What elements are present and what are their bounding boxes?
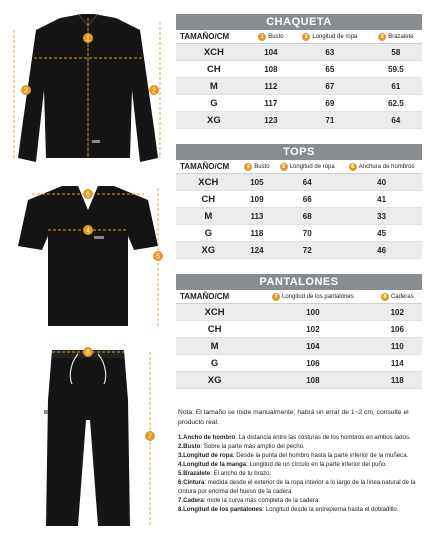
note-text: : Longitud desde la entrepierna hasta el dobladillo. bbox=[262, 506, 399, 513]
value-cell: 104 bbox=[252, 44, 290, 61]
note-text: : mide la curva más completa de la cadera. bbox=[203, 497, 320, 504]
size-cell: G bbox=[176, 95, 252, 112]
value-cell: 123 bbox=[252, 112, 290, 129]
table-row bbox=[176, 242, 422, 259]
value-cell: 62.5 bbox=[370, 95, 422, 112]
value-cell: 65 bbox=[290, 61, 370, 78]
column-label: Busto bbox=[268, 33, 284, 40]
column-label: Longitud de ropa bbox=[312, 33, 358, 40]
note-item bbox=[178, 478, 426, 496]
value-cell: 100 bbox=[253, 304, 372, 321]
column-header bbox=[252, 30, 290, 44]
pants-label-7: 7 bbox=[148, 433, 152, 441]
size-cell: XG bbox=[176, 242, 241, 259]
table-row bbox=[176, 372, 422, 389]
value-cell: 105 bbox=[241, 174, 274, 191]
jacket-label-2: 2 bbox=[152, 87, 156, 95]
size-cell: XCH bbox=[176, 174, 241, 191]
note-term: 6.Cintura bbox=[178, 479, 205, 486]
value-cell: 66 bbox=[273, 191, 341, 208]
size-cell: M bbox=[176, 338, 253, 355]
value-cell: 58 bbox=[370, 44, 422, 61]
number-badge: 4 bbox=[244, 163, 252, 171]
value-cell: 118 bbox=[241, 225, 274, 242]
table-row bbox=[176, 225, 422, 242]
value-cell: 113 bbox=[241, 208, 274, 225]
value-cell: 72 bbox=[273, 242, 341, 259]
column-label: Busto bbox=[254, 163, 270, 170]
value-cell: 70 bbox=[273, 225, 341, 242]
note-term: 5.Brazalete bbox=[178, 470, 211, 477]
column-header bbox=[273, 160, 341, 174]
note-text: : Sobre la parte más amplio del pecho. bbox=[200, 443, 305, 450]
value-cell: 102 bbox=[253, 321, 372, 338]
value-cell: 61 bbox=[370, 78, 422, 95]
column-header bbox=[290, 30, 370, 44]
note-term: 3.Longitud de ropa bbox=[178, 452, 233, 459]
column-header bbox=[253, 290, 372, 304]
value-cell: 46 bbox=[341, 242, 422, 259]
note-text: : La distancia entre las costuras de los hombros en ambos lados. bbox=[235, 434, 411, 441]
note-term: 7.Cadera bbox=[178, 497, 204, 504]
pants-label-8: 8 bbox=[86, 349, 90, 357]
number-badge: 3 bbox=[378, 33, 386, 41]
note-item bbox=[178, 496, 426, 505]
value-cell: 124 bbox=[241, 242, 274, 259]
table-row bbox=[176, 355, 422, 372]
number-badge: 5 bbox=[280, 163, 288, 171]
column-label: Anchura de hombros bbox=[358, 163, 415, 170]
note-term: 8.Longitud de los pantalones bbox=[178, 506, 263, 513]
column-header bbox=[341, 160, 422, 174]
value-cell: 64 bbox=[273, 174, 341, 191]
size-cell: M bbox=[176, 208, 241, 225]
measurement-notes bbox=[178, 408, 426, 514]
number-badge: 1 bbox=[258, 33, 266, 41]
note-item bbox=[178, 469, 426, 478]
jacket-size-table bbox=[176, 14, 422, 129]
column-header bbox=[373, 290, 422, 304]
note-text: : Desde la punta del hombro hasta la parte inferior de la muñeca. bbox=[232, 452, 409, 459]
table-row bbox=[176, 112, 422, 129]
value-cell: 40 bbox=[341, 174, 422, 191]
table-row bbox=[176, 95, 422, 112]
top-label-6: 6 bbox=[86, 191, 90, 199]
value-cell: 110 bbox=[373, 338, 422, 355]
table-row bbox=[176, 304, 422, 321]
value-cell: 104 bbox=[253, 338, 372, 355]
jacket-label-3: 3 bbox=[24, 87, 28, 95]
value-cell: 112 bbox=[252, 78, 290, 95]
size-cell: CH bbox=[176, 191, 241, 208]
value-cell: 64 bbox=[370, 112, 422, 129]
note-item bbox=[178, 460, 426, 469]
size-cell: XG bbox=[176, 112, 252, 129]
size-cell: M bbox=[176, 78, 252, 95]
note-text: : El ancho de tu brazo. bbox=[210, 470, 272, 477]
size-cell: CH bbox=[176, 61, 252, 78]
jacket-label-1: 1 bbox=[86, 35, 90, 43]
column-header bbox=[370, 30, 422, 44]
note-text: : Longitud de un círculo en la parte inferior del puño. bbox=[246, 461, 387, 468]
value-cell: 63 bbox=[290, 44, 370, 61]
value-cell: 33 bbox=[341, 208, 422, 225]
scrub-top-illustration bbox=[8, 180, 168, 330]
table-row bbox=[176, 191, 422, 208]
jacket-illustration bbox=[8, 8, 168, 168]
note-term: 4.Longitud de la manga bbox=[178, 461, 247, 468]
table-title: CHAQUETA bbox=[176, 14, 422, 30]
column-label: Caderas bbox=[390, 293, 414, 300]
table-row bbox=[176, 44, 422, 61]
note-term: 2.Busto bbox=[178, 443, 201, 450]
note-item bbox=[178, 433, 426, 442]
value-cell: 67 bbox=[290, 78, 370, 95]
value-cell: 118 bbox=[373, 372, 422, 389]
note-main: Nota: El tamaño se mide manualmente, habrá un errar de 1~2 cm, consulte el producto real. bbox=[178, 409, 409, 426]
number-badge: 8 bbox=[381, 293, 389, 301]
value-cell: 117 bbox=[252, 95, 290, 112]
note-text: : medida desde el exterior de la ropa interior a lo largo de la línea natural de la cintura por encima del hueso de la cadera bbox=[178, 479, 416, 495]
value-cell: 41 bbox=[341, 191, 422, 208]
column-label: Brazalete bbox=[388, 33, 414, 40]
table-row bbox=[176, 208, 422, 225]
pants-size-table bbox=[176, 274, 422, 389]
column-label: Longitud de ropa bbox=[289, 163, 335, 170]
value-cell: 59.5 bbox=[370, 61, 422, 78]
value-cell: 102 bbox=[373, 304, 422, 321]
table-title: PANTALONES bbox=[176, 274, 422, 290]
value-cell: 45 bbox=[341, 225, 422, 242]
size-header: TAMAÑO/CM bbox=[176, 290, 253, 304]
column-header bbox=[241, 160, 274, 174]
table-row bbox=[176, 338, 422, 355]
value-cell: 109 bbox=[241, 191, 274, 208]
size-cell: G bbox=[176, 225, 241, 242]
value-cell: 69 bbox=[290, 95, 370, 112]
number-badge: 7 bbox=[272, 293, 280, 301]
note-item bbox=[178, 442, 426, 451]
top-label-5: 5 bbox=[156, 253, 160, 261]
table-row bbox=[176, 174, 422, 191]
value-cell: 106 bbox=[373, 321, 422, 338]
size-header: TAMAÑO/CM bbox=[176, 30, 252, 44]
note-term: 1.Ancho de hombro bbox=[178, 434, 236, 441]
value-cell: 106 bbox=[253, 355, 372, 372]
value-cell: 114 bbox=[373, 355, 422, 372]
number-badge: 6 bbox=[349, 163, 357, 171]
value-cell: 108 bbox=[252, 61, 290, 78]
table-row bbox=[176, 321, 422, 338]
size-cell: XCH bbox=[176, 44, 252, 61]
note-item bbox=[178, 451, 426, 460]
size-cell: XCH bbox=[176, 304, 253, 321]
value-cell: 68 bbox=[273, 208, 341, 225]
value-cell: 108 bbox=[253, 372, 372, 389]
table-row bbox=[176, 61, 422, 78]
pants-illustration bbox=[8, 340, 168, 532]
note-item bbox=[178, 505, 426, 514]
size-cell: G bbox=[176, 355, 253, 372]
number-badge: 2 bbox=[302, 33, 310, 41]
tops-size-table bbox=[176, 144, 422, 259]
size-cell: CH bbox=[176, 321, 253, 338]
top-label-4: 4 bbox=[86, 227, 90, 235]
table-title: TOPS bbox=[176, 144, 422, 160]
value-cell: 71 bbox=[290, 112, 370, 129]
size-header: TAMAÑO/CM bbox=[176, 160, 241, 174]
column-label: Longitud de los pantalones bbox=[282, 293, 354, 300]
size-cell: XG bbox=[176, 372, 253, 389]
table-row bbox=[176, 78, 422, 95]
